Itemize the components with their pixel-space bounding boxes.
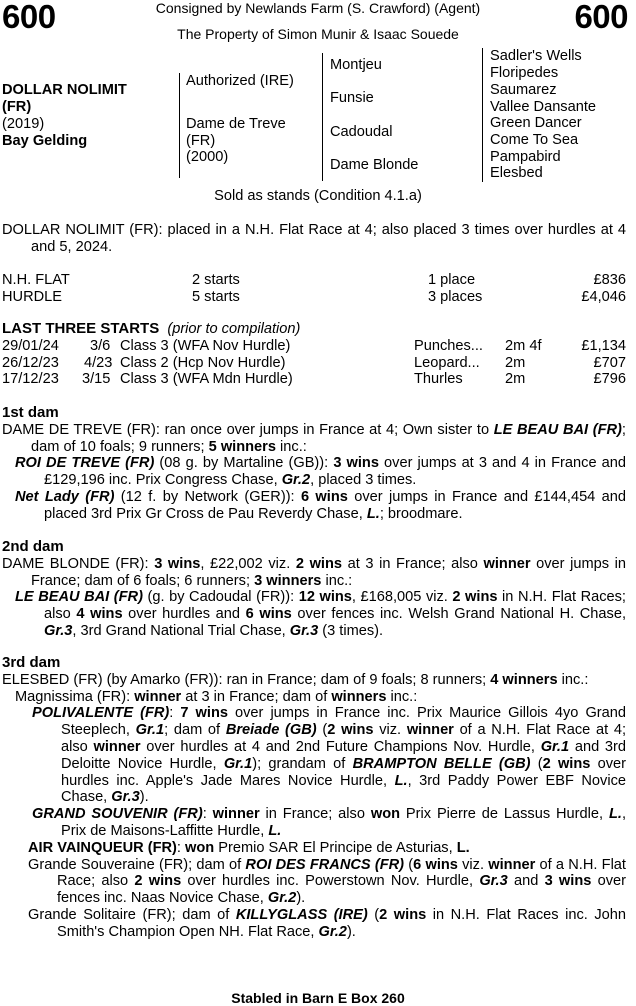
first-dam-progeny: Net Lady (FR) (12 f. by Network (GER)): 6 wins over jumps in France and £144,454 and placed 3rd Prix Gr Cross de Pau Reverdy Chase, L.; broodmare.: [15, 488, 626, 522]
first-dam-progeny: ROI DE TREVE (FR) (08 g. by Martaline (GB)): 3 wins over jumps at 3 and 4 in France and £129,196 inc. Prix Congress Chase, Gr.2, placed 3 times.: [15, 455, 626, 489]
pedigree-g4-5: Green Dancer: [490, 115, 582, 131]
record-row: [2, 272, 626, 289]
start-money: £1,134: [581, 337, 626, 354]
third-dam-progeny: Magnissima (FR): winner at 3 in France; dam of winners inc.:: [15, 688, 418, 705]
last-three-title: LAST THREE STARTS: [2, 320, 160, 337]
start-distance: 2m 4f: [505, 337, 542, 354]
start-money: £707: [593, 354, 626, 371]
pedigree-divider-3: [482, 48, 483, 182]
horse-suffix: (FR): [2, 99, 32, 115]
last-three-starts: [2, 321, 626, 388]
race-record: [2, 272, 626, 306]
lot-number-right: 600: [574, 0, 628, 35]
start-row: [2, 355, 626, 372]
start-position: 4/23: [84, 354, 113, 371]
pedigree-divider-2: [322, 53, 323, 181]
third-dam-progeny: Grande Solitaire (FR); dam of KILLYGLASS (IRE) (2 wins in N.H. Flat Races inc. John Smith's Champion Open NH. Flat Race, Gr.2).: [28, 906, 626, 940]
second-dam-title: 2nd dam: [2, 538, 64, 555]
pedigree-g4-4: Vallee Dansante: [490, 99, 597, 115]
pedigree-g4-7: Pampabird: [490, 149, 561, 165]
third-dam-paragraph: ELESBED (FR) (by Amarko (FR)): ran in France; dam of 9 foals; 8 runners; 4 winners inc.:: [2, 671, 589, 688]
start-course: Thurles: [414, 371, 463, 388]
start-course: Leopard...: [414, 354, 480, 371]
start-date: 17/12/23: [2, 371, 59, 388]
pedigree-sire-sire: Montjeu: [330, 57, 382, 73]
sold-note: Sold as stands (Condition 4.1.a): [214, 188, 422, 204]
start-row: [2, 371, 626, 388]
pedigree-dam-sire: Cadoudal: [330, 124, 393, 140]
third-dam-progeny: AIR VAINQUEUR (FR): won Premio SAR El Principe de Asturias, L.: [28, 839, 470, 856]
third-dam-grand-progeny: GRAND SOUVENIR (FR): winner in France; also won Prix Pierre de Lassus Hurdle, L., Prix de Maisons-Laffitte Hurdle, L.: [32, 806, 626, 839]
property-line: The Property of Simon Munir & Isaac Souede: [177, 26, 459, 42]
start-course: Punches...: [414, 337, 483, 354]
start-race: Class 3 (WFA Nov Hurdle): [120, 337, 291, 354]
horse-name: DOLLAR NOLIMIT: [2, 82, 127, 98]
pedigree-g4-3: Saumarez: [490, 82, 557, 98]
first-dam-title: 1st dam: [2, 404, 59, 421]
start-position: 3/15: [82, 371, 111, 388]
record-places: 1 place: [428, 272, 476, 288]
pedigree-g4-1: Sadler's Wells: [490, 48, 582, 64]
start-date: 29/01/24: [2, 337, 59, 354]
last-three-note: (prior to compilation): [167, 321, 301, 337]
stabled-note: Stabled in Barn E Box 260: [231, 990, 405, 1006]
record-starts: 2 starts: [192, 272, 240, 288]
horse-year: (2019): [2, 116, 45, 132]
first-dam-paragraph: DAME DE TREVE (FR): ran once over jumps in France at 4; Own sister to LE BEAU BAI (FR); dam of 10 foals; 9 runners; 5 winners inc.:: [2, 421, 626, 455]
second-dam-section: [2, 539, 626, 640]
horse-description: Bay Gelding: [2, 133, 88, 149]
third-dam-title: 3rd dam: [2, 654, 61, 671]
pedigree-dam-suffix: (FR): [186, 133, 216, 149]
pedigree-g4-6: Come To Sea: [490, 132, 579, 148]
summary-section: [2, 222, 626, 256]
pedigree-divider-1: [179, 73, 180, 178]
record-money: £4,046: [581, 288, 626, 305]
third-dam-section: [2, 655, 626, 941]
pedigree-g4-8: Elesbed: [490, 165, 543, 181]
summary-text: DOLLAR NOLIMIT (FR): placed in a N.H. Flat Race at 4; also placed 3 times over hurdles at 4 and 5, 2024.: [2, 222, 626, 255]
consignor-line: Consigned by Newlands Farm (S. Crawford) (Agent): [155, 0, 481, 16]
pedigree-sire-dam: Funsie: [330, 90, 374, 106]
third-dam-grand-progeny: POLIVALENTE (FR): 7 wins over jumps in France inc. Prix Maurice Gillois 4yo Grand Steeplech, Gr.1; dam of Breiade (GB) (2 wins viz. winner of a N.H. Flat Race at 4; also winner over hurdles at 4 and 2nd Future Champions Nov. Hurdle, Gr.1 and 3rd Deloitte Novice Hurdle, Gr.1); grandam of BRAMPTON BELLE (GB) (2 wins over hurdles inc. Apple's Jade Mares Novice Hurdle, L., 3rd Paddy Power EBF Novice Chase, Gr.3).: [32, 705, 627, 806]
second-dam-progeny: LE BEAU BAI (FR) (g. by Cadoudal (FR)): 12 wins, £168,005 viz. 2 wins in N.H. Flat Races; also 4 wins over hurdles and 6 wins over fences inc. Welsh Grand National H. Chase, Gr.3, 3rd Grand National Trial Chase, Gr.3 (3 times).: [15, 589, 627, 639]
start-row: [2, 338, 626, 355]
start-distance: 2m: [505, 354, 526, 371]
record-type: HURDLE: [2, 288, 63, 305]
record-type: N.H. FLAT: [2, 272, 70, 288]
pedigree-dam-name: Dame de Treve: [186, 116, 286, 132]
pedigree-dam-year: (2000): [186, 149, 229, 165]
start-position: 3/6: [90, 337, 111, 354]
start-race: Class 2 (Hcp Nov Hurdle): [120, 354, 286, 371]
pedigree-dam-dam: Dame Blonde: [330, 157, 419, 173]
pedigree-g4-2: Floripedes: [490, 65, 559, 81]
start-money: £796: [593, 371, 626, 388]
record-starts: 5 starts: [192, 288, 240, 305]
second-dam-paragraph: DAME BLONDE (FR): 3 wins, £22,002 viz. 2 wins at 3 in France; also winner over jumps in France; dam of 6 foals; 6 runners; 3 winners inc.:: [2, 555, 626, 589]
record-places: 3 places: [428, 288, 483, 305]
pedigree-sire: Authorized (IRE): [186, 73, 294, 89]
record-row: [2, 289, 626, 306]
third-dam-progeny: Grande Souveraine (FR); dam of ROI DES FRANCS (FR) (6 wins viz. winner of a N.H. Flat Race; also 2 wins over hurdles inc. Powerstown Nov. Hurdle, Gr.3 and 3 wins over fences inc. Naas Novice Chase, Gr.2).: [28, 856, 626, 907]
start-race: Class 3 (WFA Mdn Hurdle): [120, 371, 293, 388]
record-money: £836: [593, 272, 626, 288]
first-dam-section: [2, 405, 626, 523]
start-date: 26/12/23: [2, 354, 59, 371]
start-distance: 2m: [505, 371, 526, 388]
lot-number-left: 600: [2, 0, 56, 35]
